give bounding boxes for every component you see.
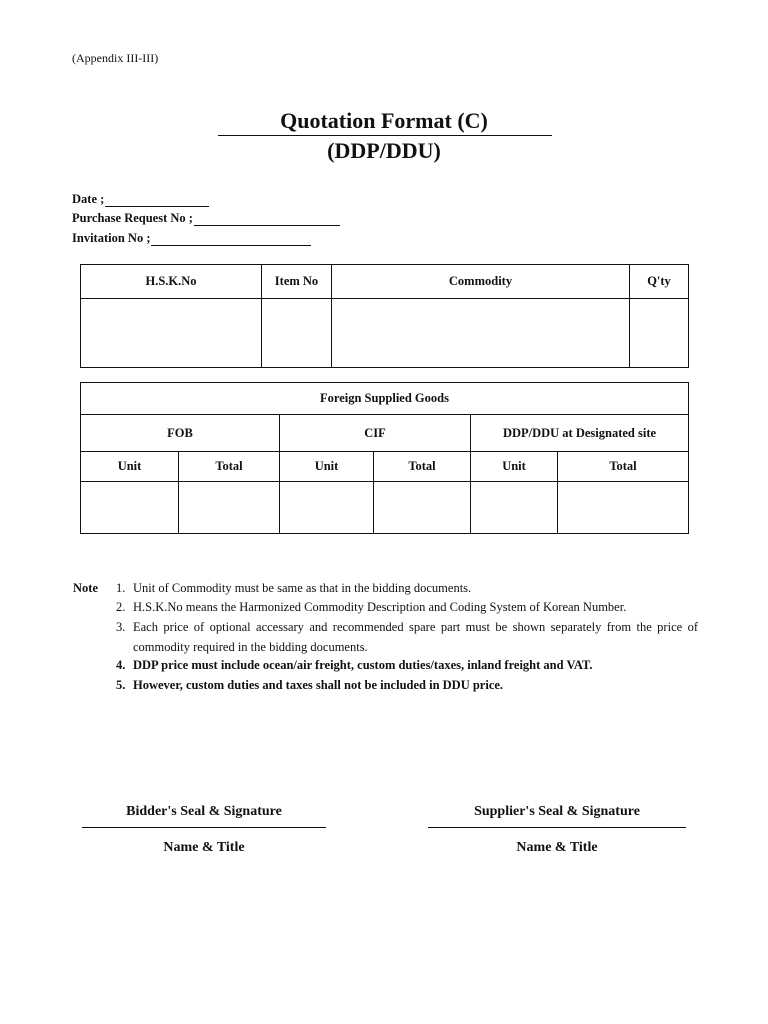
price-subheader-row: [81, 452, 689, 482]
note-text: Unit of Commodity must be same as that in the bidding documents.: [133, 581, 472, 595]
note-item: [116, 656, 698, 676]
note-number: 5.: [116, 678, 126, 692]
note-number: 3.: [116, 620, 126, 634]
header-commodity: Commodity: [332, 265, 630, 299]
group-cif: CIF: [280, 415, 471, 452]
price-table: [80, 382, 689, 534]
cif-total-cell[interactable]: [374, 482, 471, 534]
bidder-signature-line[interactable]: [82, 827, 326, 828]
cif-unit-header: Unit: [280, 452, 374, 482]
fob-unit-cell[interactable]: [81, 482, 179, 534]
ddp-unit-header: Unit: [471, 452, 558, 482]
qty-cell[interactable]: [630, 299, 689, 368]
note-number: 1.: [116, 581, 126, 595]
purchase-request-field: [72, 211, 340, 226]
date-blank[interactable]: [105, 194, 209, 207]
ddp-total-header: Total: [558, 452, 689, 482]
group-ddp-ddu: DDP/DDU at Designated site: [471, 415, 689, 452]
note-item: [116, 618, 698, 657]
date-label: Date ;: [72, 192, 105, 206]
note-item: [116, 579, 698, 599]
note-text: DDP price must include ocean/air freight, custom duties/taxes, inland freight and VAT.: [133, 658, 593, 672]
invitation-label: Invitation No ;: [72, 231, 151, 245]
item-table-entry-row: [81, 299, 689, 368]
invitation-blank[interactable]: [151, 233, 311, 246]
hsk-no-cell[interactable]: [81, 299, 262, 368]
bidder-signature-label: Bidder's Seal & Signature: [126, 804, 282, 819]
note-label: Note: [73, 581, 98, 595]
ddp-total-cell[interactable]: [558, 482, 689, 534]
purchase-request-label: Purchase Request No ;: [72, 211, 193, 225]
header-qty: Q'ty: [630, 265, 689, 299]
page-title: Quotation Format (C): [280, 108, 488, 133]
purchase-request-blank[interactable]: [194, 213, 340, 226]
appendix-label: (Appendix III-III): [72, 51, 159, 65]
note-item: [116, 598, 698, 618]
note-text: H.S.K.No means the Harmonized Commodity Description and Coding System of Korean Number.: [133, 600, 627, 614]
commodity-cell[interactable]: [332, 299, 630, 368]
title-divider: [218, 135, 552, 136]
bidder-name-title: Name & Title: [163, 840, 245, 855]
note-number: 2.: [116, 600, 126, 614]
price-table-title: Foreign Supplied Goods: [81, 383, 689, 415]
price-group-row: [81, 415, 689, 452]
note-text: However, custom duties and taxes shall not be included in DDU price.: [133, 678, 504, 692]
header-hsk-no: H.S.K.No: [81, 265, 262, 299]
note-item: [116, 676, 698, 696]
date-field: [72, 192, 209, 207]
note-text: Each price of optional accessary and recommended spare part must be shown separately from the price of commodity required in the bidding documents.: [133, 620, 698, 654]
invitation-field: [72, 231, 311, 246]
header-item-no: Item No: [262, 265, 332, 299]
item-table: [80, 264, 689, 368]
item-no-cell[interactable]: [262, 299, 332, 368]
supplier-signature-line[interactable]: [428, 827, 686, 828]
price-entry-row: [81, 482, 689, 534]
fob-unit-header: Unit: [81, 452, 179, 482]
cif-unit-cell[interactable]: [280, 482, 374, 534]
note-number: 4.: [116, 658, 126, 672]
fob-total-header: Total: [179, 452, 280, 482]
cif-total-header: Total: [374, 452, 471, 482]
price-table-title-row: [81, 383, 689, 415]
fob-total-cell[interactable]: [179, 482, 280, 534]
group-fob: FOB: [81, 415, 280, 452]
page-subtitle: (DDP/DDU): [327, 138, 441, 163]
item-table-header-row: [81, 265, 689, 299]
supplier-signature-label: Supplier's Seal & Signature: [474, 804, 640, 819]
ddp-unit-cell[interactable]: [471, 482, 558, 534]
supplier-name-title: Name & Title: [516, 840, 598, 855]
